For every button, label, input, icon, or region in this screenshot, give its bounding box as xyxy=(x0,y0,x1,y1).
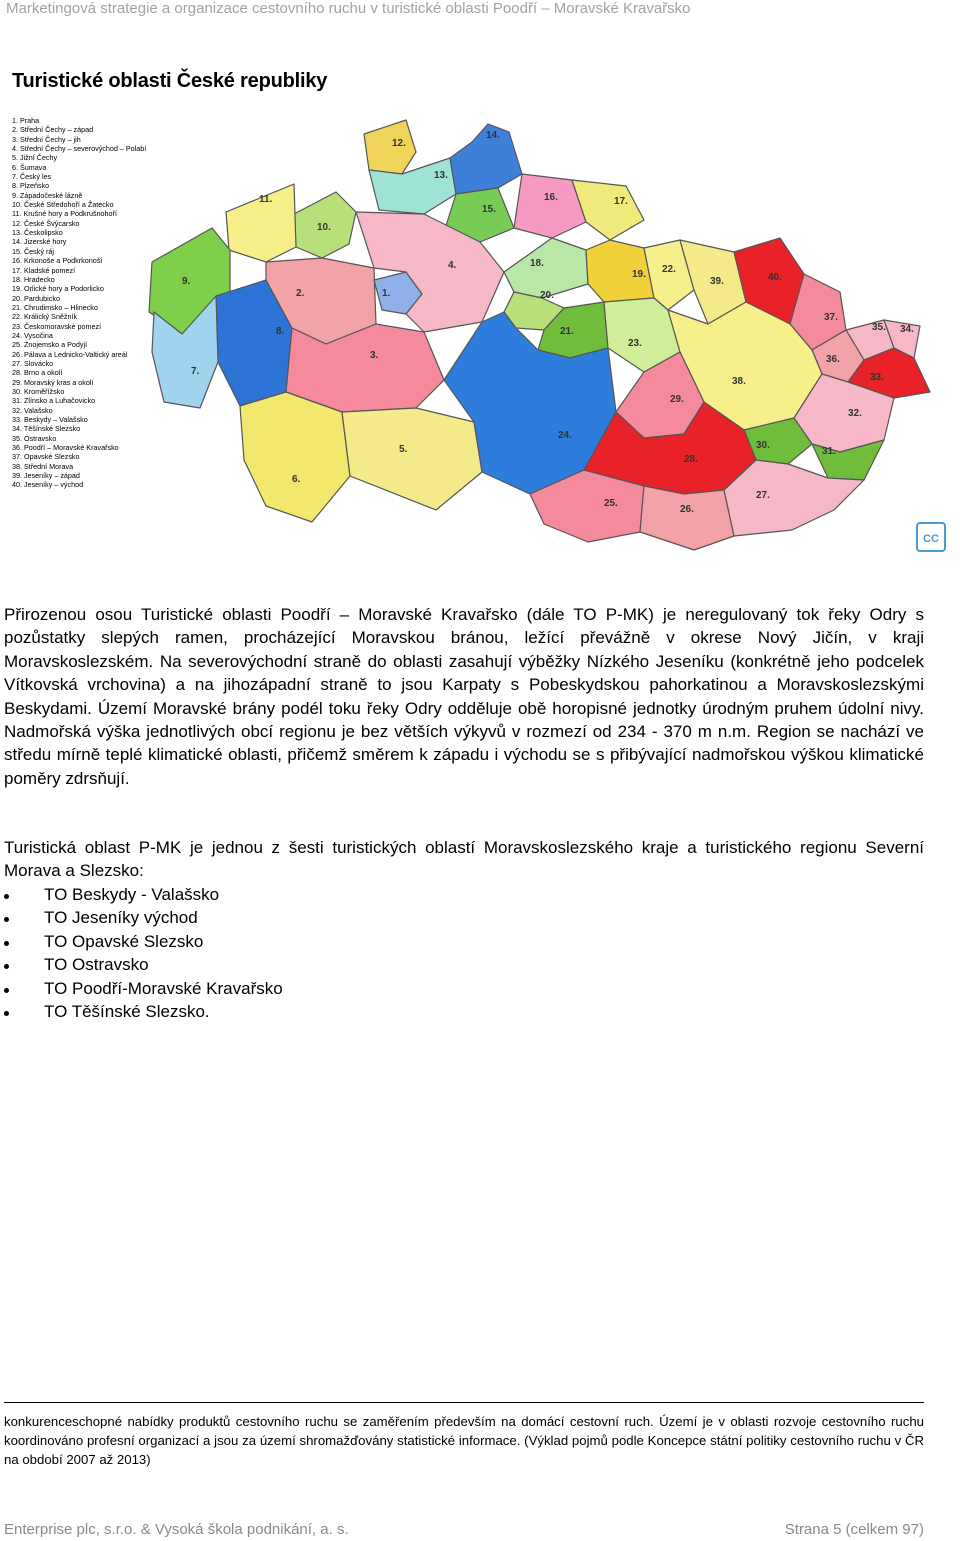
region-number-label: 37. xyxy=(824,312,838,323)
region-number-label: 31. xyxy=(822,446,836,457)
region-number-label: 8. xyxy=(276,326,285,337)
legend-item: 37. Opavské Slezsko xyxy=(12,452,80,462)
region-number-label: 33. xyxy=(870,372,884,383)
footnote-divider xyxy=(4,1402,924,1403)
legend-item: 18. Hradecko xyxy=(12,274,55,284)
legend-item: 34. Těšínské Slezsko xyxy=(12,424,81,434)
region-number-label: 9. xyxy=(182,276,191,287)
region-number-label: 16. xyxy=(544,192,558,203)
region-17 xyxy=(572,180,644,240)
legend-item: 5. Jižní Čechy xyxy=(12,153,58,163)
region-number-label: 12. xyxy=(392,138,406,149)
legend-item: 4. Střední Čechy – severovýchod – Polabí xyxy=(12,144,147,154)
tourist-areas-list xyxy=(4,883,283,1023)
legend-item: 24. Vysočina xyxy=(12,330,53,340)
region-number-label: 14. xyxy=(486,130,500,141)
legend-item: 16. Krkonoše a Podkrkonoší xyxy=(12,256,103,266)
legend-item: 22. Králický Sněžník xyxy=(12,312,78,322)
region-3 xyxy=(286,324,444,412)
region-number-label: 7. xyxy=(191,366,200,377)
footer-publisher: Enterprise plc, s.r.o. & Vysoká škola podnikání, a. s. xyxy=(4,1521,349,1538)
map-title: Turistické oblasti České republiky xyxy=(12,70,328,92)
region-number-label: 2. xyxy=(296,288,305,299)
legend-item: 25. Znojemsko a Podyjí xyxy=(12,340,88,350)
legend-item: 8. Plzeňsko xyxy=(12,181,50,191)
region-18 xyxy=(504,238,588,298)
legend-item: 13. Českolipsko xyxy=(12,228,63,238)
legend-item: 32. Valašsko xyxy=(12,405,53,415)
legend-item: 29. Moravský kras a okolí xyxy=(12,377,94,387)
legend-item: 21. Chrudimsko – Hlinecko xyxy=(12,302,98,312)
legend-item: 3. Střední Čechy – jih xyxy=(12,134,81,144)
list-item: TO Těšínské Slezsko. xyxy=(4,1000,283,1023)
legend-item: 23. Českomoravské pomezí xyxy=(12,321,102,331)
legend-item: 39. Jeseníky – západ xyxy=(12,471,80,481)
legend-item: 28. Brno a okolí xyxy=(12,368,63,378)
legend-item: 12. České Švýcarsko xyxy=(12,218,80,228)
region-number-label: 29. xyxy=(670,394,684,405)
region-number-label: 4. xyxy=(448,260,457,271)
region-number-label: 11. xyxy=(259,194,273,205)
legend-item: 33. Beskydy – Valašsko xyxy=(12,415,88,424)
legend-item: 10. České Středohoří a Žatecko xyxy=(12,200,114,210)
region-number-label: 30. xyxy=(756,440,770,451)
czech-map-svg xyxy=(4,62,956,570)
region-number-label: 22. xyxy=(662,264,676,275)
list-item: TO Opavské Slezsko xyxy=(4,930,283,953)
region-number-label: 13. xyxy=(434,170,448,181)
legend-item: 9. Západočeské lázně xyxy=(12,190,83,200)
legend-item: 11. Krušné hory a Podkrušnohoří xyxy=(12,209,117,219)
legend-item: 6. Šumava xyxy=(12,162,47,172)
footnote: konkurenceschopné nabídky produktů cestovního ruchu se zaměřením především na domácí cestovní ruch. Území je v oblasti rozvoje cestovního ruchu koordinováno profesní organizací a jsou za území shromažďovány statistické informace. (Výklad pojmů podle Koncepce státní politiky cestovního ruchu v ČR na období 2007 až 2013) xyxy=(4,1414,924,1467)
region-number-label: 28. xyxy=(684,454,698,465)
list-item: TO Ostravsko xyxy=(4,953,283,976)
region-number-label: 32. xyxy=(848,408,862,419)
region-number-label: 26. xyxy=(680,504,694,515)
legend-item: 1. Praha xyxy=(12,116,40,125)
legend-item: 20. Pardubicko xyxy=(12,293,60,303)
legend-item: 17. Kladské pomezí xyxy=(12,265,76,275)
legend-item: 19. Orlické hory a Podorlicko xyxy=(12,284,104,294)
czechtourism-logo: CC xyxy=(916,522,946,552)
region-number-label: 6. xyxy=(292,474,301,485)
region-number-label: 35. xyxy=(872,322,886,333)
region-number-label: 36. xyxy=(826,354,840,365)
region-number-label: 5. xyxy=(399,444,408,455)
region-number-label: 19. xyxy=(632,269,646,280)
region-number-label: 38. xyxy=(732,376,746,387)
list-item: TO Jeseníky východ xyxy=(4,906,283,929)
region-number-label: 23. xyxy=(628,338,642,349)
region-number-label: 27. xyxy=(756,490,770,501)
legend-item: 26. Pálava a Lednicko-Valtický areál xyxy=(12,349,128,359)
region-number-label: 20. xyxy=(540,290,554,301)
region-26 xyxy=(640,486,734,550)
legend-item: 36. Poodří – Moravské Kravařsko xyxy=(12,443,119,453)
legend-item: 27. Slovácko xyxy=(12,358,54,368)
region-number-label: 1. xyxy=(382,288,391,299)
region-number-label: 34. xyxy=(900,324,914,335)
legend-item: 38. Střední Morava xyxy=(12,461,74,471)
region-number-label: 25. xyxy=(604,498,618,509)
region-number-label: 15. xyxy=(482,204,496,215)
region-number-label: 39. xyxy=(710,276,724,287)
region-5 xyxy=(342,408,482,510)
region-number-label: 10. xyxy=(317,222,331,233)
region-number-label: 3. xyxy=(370,350,379,361)
tourist-regions-map xyxy=(4,62,956,570)
legend-item: 40. Jeseníky – východ xyxy=(12,480,84,490)
running-header: Marketingová strategie a organizace cestovního ruchu v turistické oblasti Poodří – Moravské Kravařsko xyxy=(6,0,691,17)
paragraph-geography: Přirozenou osou Turistické oblasti Poodří – Moravské Kravařsko (dále TO P-MK) je neregulovaný tok řeky Odry s pozůstatky slepých ramen, procházející Moravskou bránou, ležící převážně v okrese Nový Jičín, v kraji Moravskoslezském. Na severovýchodní straně do oblasti zasahují výběžky Nízkého Jeseníku (konkrétně jeho podcelek Vítkovská vrchovina) a na jihozápadní straně to jsou Karpaty s Pobeskydskou pahorkatinou a Moravskoslezskými Beskydami. Území Moravské brány podél toku řeky Odry odděluje obě horopisné jednotky úrodným pruhem údolní nivy. Nadmořská výška jednotlivých obcí regionu je bez větších výkyvů v rozmezí od 234 - 370 m n.m. Region se nachází ve středu mírně teplé klimatické oblasti, přičemž směrem k západu i východu se s přibývající nadmořskou výškou klimatické poměry zdrsňují. xyxy=(4,605,924,788)
legend-item: 14. Jizerské hory xyxy=(12,237,67,247)
legend-item: 30. Kroměřížsko xyxy=(12,386,65,396)
region-number-label: 21. xyxy=(560,326,574,337)
region-12 xyxy=(364,120,416,174)
list-item: TO Poodří-Moravské Kravařsko xyxy=(4,977,283,1000)
page-number: Strana 5 (celkem 97) xyxy=(784,1521,924,1538)
legend-item: 35. Ostravsko xyxy=(12,433,57,443)
region-6 xyxy=(240,392,350,522)
region-number-label: 24. xyxy=(558,430,572,441)
legend-item: 31. Zlínsko a Luhačovicko xyxy=(12,396,96,406)
region-number-label: 18. xyxy=(530,258,544,269)
legend-item: 7. Český les xyxy=(12,172,52,182)
list-item: TO Beskydy - Valašsko xyxy=(4,883,283,906)
region-number-label: 17. xyxy=(614,196,628,207)
legend-item: 15. Český ráj xyxy=(12,246,54,256)
legend-item: 2. Střední Čechy – západ xyxy=(12,125,94,135)
paragraph-tourist-region: Turistická oblast P-MK je jednou z šesti turistických oblastí Moravskoslezského kraje a turistického regionu Severní Morava a Slezsko: xyxy=(4,838,924,881)
region-number-label: 40. xyxy=(768,272,782,283)
